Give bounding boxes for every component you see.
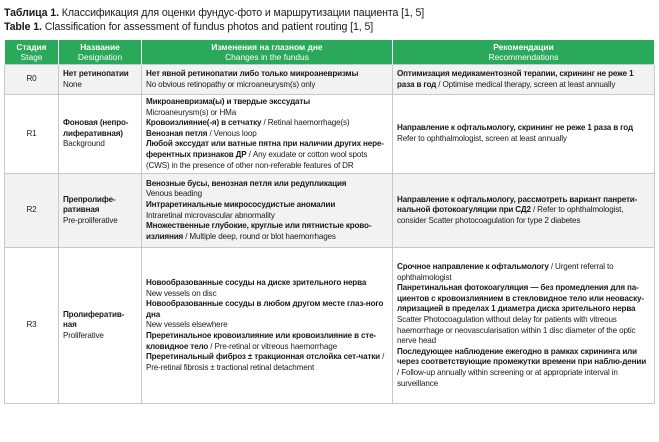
table-caption (4, 6, 654, 34)
table-row (5, 174, 655, 248)
changes-cell-segment: Преретинальное кровоизлияние или кровоизлияние в сте-кловидное тело (146, 330, 377, 351)
caption-en-label: Table 1. (4, 21, 42, 33)
stage-cell: R2 (5, 174, 59, 248)
changes-cell-segment: / Pre-retinal fibrosis ± tractional retinal detachment (146, 352, 385, 372)
changes-cell-segment: Интраретинальные микрососудистые аномалии (146, 200, 336, 210)
stage-cell: R1 (5, 95, 59, 174)
changes-cell-segment: / Venous loop (207, 128, 257, 138)
designation-ru: Фоновая (непро-лиферативная) (63, 118, 129, 138)
caption-ru-label: Таблица 1. (4, 7, 59, 19)
recommendations-cell (393, 174, 655, 248)
recommendations-cell (393, 248, 655, 404)
changes-cell-segment: / Retinal haemorrhage(s) (261, 118, 350, 128)
designation-en: Pre-proliferative (63, 215, 118, 225)
changes-cell-segment: Венозная петля (146, 128, 208, 138)
designation-cell (59, 248, 142, 404)
designation-en: None (63, 79, 82, 89)
changes-cell-segment: Любой экссудат или ватные пятна при наличии других нере-ферентных признаков ДР (146, 139, 384, 159)
header-stage-en: Stage (20, 52, 43, 62)
table-row (5, 248, 655, 404)
changes-cell-segment: New vessels on disc (146, 288, 217, 298)
stage-cell: R3 (5, 248, 59, 404)
designation-ru: Препролифе-ративная (63, 194, 116, 215)
header-changes-en: Changes in the fundus (225, 52, 309, 62)
recommendations-cell-segment: Последующее наблюдение ежегодно в рамках скрининга или через соответствующие промежутки времени при наблю-дении (397, 346, 647, 367)
changes-cell-segment: / Any exudate or cotton wool spots (CWS) in the presence of other non-referable features of DR (146, 149, 368, 170)
designation-ru: Нет ретинопатии (63, 68, 129, 78)
caption-ru-text: Классификация для оценки фундус-фото и маршрутизации пациента [1, 5] (61, 7, 425, 19)
recommendations-cell-segment: Оптимизация медикаментозной терапии, скрининг не реже 1 раза в год (397, 68, 634, 89)
recommendations-cell-segment: / Refer to ophthalmologist, consider Scatter photocoagulation for type 2 diabetes (397, 205, 624, 225)
changes-cell-segment: Venous beading (146, 189, 202, 199)
header-stage-ru: Стадия (16, 42, 47, 52)
recommendations-cell-segment: Направление к офтальмологу, скрининг не реже 1 раза в год (397, 123, 633, 133)
changes-cell-segment: Венозные бусы, венозная петля или редупликация (146, 178, 347, 188)
recommendations-cell-segment: Направление к офтальмологу, рассмотреть вариант панрети-нальной фотокоагуляции при СД2 (397, 194, 638, 215)
recommendations-cell (393, 65, 655, 95)
caption-en-text: Classification for assessment of fundus photos and patient routing [1, 5] (44, 21, 374, 33)
designation-cell (59, 65, 142, 95)
recommendations-cell-segment: / Follow-up annually within screening or at appropriate interval in surveillance (397, 368, 618, 388)
table-row (5, 65, 655, 95)
table-row (5, 95, 655, 174)
changes-cell-segment: Microaneurysm(s) or HMa (146, 107, 237, 117)
changes-cell-segment: / Multiple deep, round or blot haemorrhages (183, 231, 336, 241)
changes-cell-segment: Кровоизлияние(-я) в сетчатку (146, 118, 262, 128)
changes-cell-segment: Преретинальный фиброз ± тракционная отслойка сет-чатки (146, 352, 380, 362)
recommendations-cell-segment: Scatter Photocoagulation without delay for patients with vitreous haemorrhage or neovascularisation within 1 disc diameter of the optic nerve head (397, 315, 636, 346)
classification-table (4, 40, 655, 404)
changes-cell-segment: / Pre-retinal or vitreous haemorrhage (208, 341, 337, 351)
changes-cell (142, 95, 393, 174)
changes-cell-segment: Новообразованные сосуды в любом другом месте глаз-ного дна (146, 299, 384, 319)
changes-cell-segment: Intraretinal microvascular abnormality (146, 210, 275, 220)
designation-en: Proliferative (63, 330, 104, 340)
changes-cell-segment: Множественные глубокие, круглые или пятнистые крово-излияния (146, 221, 372, 241)
designation-ru: Пролифератив-ная (63, 309, 125, 330)
recommendations-cell-segment: Срочное направление к офтальмологу (397, 262, 549, 272)
changes-cell-segment: Нет явной ретинопатии либо только микроаневризмы (146, 68, 359, 78)
caption-ru (4, 6, 654, 20)
caption-en (4, 20, 654, 34)
header-designation (59, 40, 142, 65)
stage-cell: R0 (5, 65, 59, 95)
recommendations-cell (393, 95, 655, 174)
header-stage (5, 40, 59, 65)
changes-cell-segment: Новообразованные сосуды на диске зрительного нерва (146, 277, 367, 287)
designation-cell (59, 95, 142, 174)
changes-cell (142, 174, 393, 248)
designation-cell (59, 174, 142, 248)
header-changes-ru: Изменения на глазном дне (211, 42, 323, 52)
recommendations-cell-segment: / Optimise medical therapy, screen at least annually (436, 79, 616, 89)
header-recommendations-en: Recommendations (488, 52, 559, 62)
recommendations-cell-segment: Refer to ophthalmologist, screen at least annually (397, 134, 567, 144)
recommendations-cell-segment: / Urgent referral to ophthalmologist (397, 262, 614, 282)
changes-cell (142, 65, 393, 95)
recommendations-cell-segment: Панретинальная фотокоагуляция — без промедления для па-циентов с кровоизлиянием в стекловидное тело или неоваску-ляризацией в пределах 1 диаметра диска зрительного нерва (397, 283, 644, 314)
header-recommendations-ru: Рекомендации (493, 42, 554, 52)
changes-cell-segment: New vessels elsewhere (146, 320, 228, 330)
header-changes (142, 40, 393, 65)
changes-cell-segment: Микроаневризма(ы) и твердые экссудаты (146, 97, 310, 106)
header-recommendations (393, 40, 655, 65)
designation-en: Background (63, 139, 105, 149)
header-designation-ru: Название (80, 42, 120, 52)
table-header-row (5, 40, 655, 65)
header-designation-en: Designation (77, 52, 123, 62)
changes-cell (142, 248, 393, 404)
changes-cell-segment: No obvious retinopathy or microaneurysm(s) only (146, 79, 316, 89)
